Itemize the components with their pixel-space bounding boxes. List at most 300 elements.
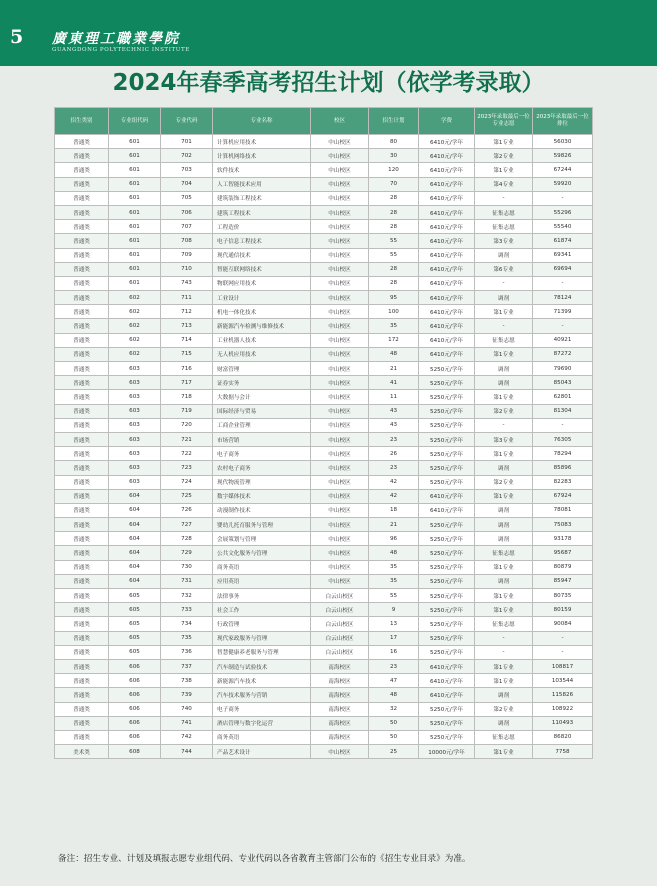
table-cell: 中山校区 [311,390,369,404]
table-cell: 740 [161,702,213,716]
table-cell: 120 [369,163,419,177]
table-cell: 中山校区 [311,560,369,574]
table-cell: 69341 [533,248,593,262]
table-row [55,191,593,205]
table-cell: 6410元/学年 [419,319,475,333]
table-cell: 6410元/学年 [419,248,475,262]
table-cell: 43 [369,418,419,432]
table-cell: 普通类 [55,532,109,546]
table-cell: 5250元/学年 [419,532,475,546]
table-cell: 中山校区 [311,503,369,517]
table-cell: 中山校区 [311,745,369,759]
table-cell: 35 [369,560,419,574]
table-cell: 第1专业 [475,560,533,574]
table-header [55,108,593,135]
table-cell: - [533,319,593,333]
table-row [55,347,593,361]
table-cell: 606 [109,674,161,688]
table-cell: 28 [369,276,419,290]
page-title: 2024年春季高考招生计划（依学考录取） [112,70,545,96]
table-cell: 25 [369,745,419,759]
table-cell: 中山校区 [311,135,369,149]
table-cell: 61874 [533,234,593,248]
table-cell: 731 [161,574,213,588]
table-cell: 705 [161,191,213,205]
table-cell: 普通类 [55,432,109,446]
table-cell: 软件技术 [213,163,311,177]
table-cell: 701 [161,135,213,149]
table-cell: 28 [369,220,419,234]
table-cell: 80879 [533,560,593,574]
table-cell: 13 [369,617,419,631]
table-row [55,432,593,446]
table-cell: 中山校区 [311,362,369,376]
table-cell: - [533,191,593,205]
table-cell: 调剂 [475,716,533,730]
table-cell: 604 [109,532,161,546]
table-cell: 机电一体化技术 [213,305,311,319]
table-cell: 电子商务 [213,447,311,461]
table-row [55,688,593,702]
table-cell: 6410元/学年 [419,135,475,149]
table-row [55,745,593,759]
table-row [55,418,593,432]
table-cell: 南海校区 [311,730,369,744]
table-cell: 11 [369,390,419,404]
table-cell: 601 [109,163,161,177]
table-row [55,574,593,588]
table-cell: 计算机网络技术 [213,149,311,163]
table-cell: 67244 [533,163,593,177]
table-row [55,603,593,617]
top-banner [0,0,657,66]
table-cell: 白云山校区 [311,631,369,645]
table-cell: 新能源汽车检测与维修技术 [213,319,311,333]
table-cell: 白云山校区 [311,603,369,617]
table-cell: 5250元/学年 [419,418,475,432]
table-cell: 6410元/学年 [419,674,475,688]
table-cell: 28 [369,191,419,205]
table-cell: 普通类 [55,319,109,333]
table-row [55,518,593,532]
table-row [55,702,593,716]
table-cell: 604 [109,489,161,503]
table-cell: 6410元/学年 [419,234,475,248]
table-cell: 普通类 [55,447,109,461]
table-cell: 普通类 [55,234,109,248]
table-cell: 5250元/学年 [419,362,475,376]
table-cell: 商务英语 [213,730,311,744]
table-cell: 普通类 [55,276,109,290]
table-row [55,674,593,688]
table-cell: 720 [161,418,213,432]
table-cell: 中山校区 [311,177,369,191]
table-cell: 普通类 [55,461,109,475]
table-cell: 中山校区 [311,432,369,446]
table-cell: 中山校区 [311,461,369,475]
table-cell: 工业设计 [213,291,311,305]
table-cell: 30 [369,149,419,163]
table-cell: 85896 [533,461,593,475]
table-cell: 608 [109,745,161,759]
table-cell: 55540 [533,220,593,234]
table-cell: 733 [161,603,213,617]
table-cell: 43 [369,404,419,418]
table-row [55,248,593,262]
table-cell: 103544 [533,674,593,688]
table-cell: 中山校区 [311,546,369,560]
table-row [55,659,593,673]
table-cell: 21 [369,518,419,532]
table-cell: 602 [109,305,161,319]
table-cell: 32 [369,702,419,716]
table-cell: 电子信息工程技术 [213,234,311,248]
table-cell: 715 [161,347,213,361]
table-cell: 普通类 [55,362,109,376]
table-cell: 6410元/学年 [419,291,475,305]
table-row [55,730,593,744]
table-cell: 115826 [533,688,593,702]
table-cell: 南海校区 [311,716,369,730]
table-cell: 应用英语 [213,574,311,588]
table-cell: 第3专业 [475,234,533,248]
table-cell: 96 [369,532,419,546]
table-cell: 110493 [533,716,593,730]
table-row [55,617,593,631]
table-cell: 78081 [533,503,593,517]
table-cell: 电子商务 [213,702,311,716]
table-cell: 6410元/学年 [419,489,475,503]
table-cell: 80159 [533,603,593,617]
table-cell: 计算机应用技术 [213,135,311,149]
table-cell: 中山校区 [311,276,369,290]
table-cell: 735 [161,631,213,645]
table-cell: 普通类 [55,418,109,432]
table-cell: 中山校区 [311,333,369,347]
table-cell: 婴幼儿托育服务与管理 [213,518,311,532]
table-cell: 征集志愿 [475,730,533,744]
table-cell: - [475,191,533,205]
table-cell: 706 [161,205,213,219]
table-cell: 41 [369,376,419,390]
table-cell: 732 [161,589,213,603]
table-cell: 708 [161,234,213,248]
table-cell: 5250元/学年 [419,730,475,744]
table-cell: 55 [369,234,419,248]
table-cell: 汽车技术服务与营销 [213,688,311,702]
table-cell: 736 [161,645,213,659]
table-cell: 601 [109,205,161,219]
table-cell: 23 [369,659,419,673]
table-row [55,532,593,546]
table-cell: 603 [109,432,161,446]
table-cell: 第1专业 [475,603,533,617]
table-cell: 中山校区 [311,305,369,319]
table-cell: 601 [109,220,161,234]
table-cell: 42 [369,489,419,503]
table-cell: - [533,276,593,290]
table-cell: 汽车制造与试验技术 [213,659,311,673]
table-cell: 普通类 [55,177,109,191]
table-row [55,234,593,248]
table-cell: 普通类 [55,589,109,603]
table-cell: 中山校区 [311,149,369,163]
table-cell: 78294 [533,447,593,461]
table-cell: 白云山校区 [311,645,369,659]
table-cell: 调剂 [475,574,533,588]
table-cell: 606 [109,688,161,702]
column-header: 专业名称 [213,108,311,135]
table-cell: 737 [161,659,213,673]
table-cell: 中山校区 [311,574,369,588]
table-cell: 5250元/学年 [419,645,475,659]
table-cell: 726 [161,503,213,517]
table-cell: 调剂 [475,518,533,532]
table-cell: 702 [161,149,213,163]
table-cell: 调剂 [475,461,533,475]
table-cell: 普通类 [55,305,109,319]
table-cell: 征集志愿 [475,546,533,560]
table-cell: 第1专业 [475,589,533,603]
table-cell: 第1专业 [475,305,533,319]
table-cell: 酒店管理与数字化运营 [213,716,311,730]
table-row [55,333,593,347]
table-cell: 81304 [533,404,593,418]
table-cell: 公共文化服务与管理 [213,546,311,560]
table-cell: 中山校区 [311,475,369,489]
table-cell: 中山校区 [311,248,369,262]
table-cell: - [475,276,533,290]
table-cell: 40921 [533,333,593,347]
table-cell: 白云山校区 [311,617,369,631]
table-cell: 603 [109,461,161,475]
table-cell: 55 [369,248,419,262]
table-cell: 中山校区 [311,205,369,219]
table-cell: 6410元/学年 [419,659,475,673]
table-cell: 普通类 [55,688,109,702]
table-cell: 国际经济与贸易 [213,404,311,418]
table-cell: 中山校区 [311,291,369,305]
table-cell: 普通类 [55,347,109,361]
table-cell: 普通类 [55,291,109,305]
column-header: 专业组代码 [109,108,161,135]
table-cell: 605 [109,645,161,659]
table-cell: 100 [369,305,419,319]
table-row [55,447,593,461]
table-cell: 70 [369,177,419,191]
table-cell: 709 [161,248,213,262]
table-cell: 721 [161,432,213,446]
table-cell: 18 [369,503,419,517]
table-cell: 6410元/学年 [419,205,475,219]
table-cell: 5250元/学年 [419,574,475,588]
table-cell: 67924 [533,489,593,503]
table-row [55,362,593,376]
table-cell: - [533,418,593,432]
table-cell: 普通类 [55,376,109,390]
table-cell: - [533,645,593,659]
table-cell: 5250元/学年 [419,716,475,730]
table-cell: 743 [161,276,213,290]
column-header: 学费 [419,108,475,135]
table-cell: 中山校区 [311,319,369,333]
table-cell: 601 [109,234,161,248]
table-cell: 征集志愿 [475,617,533,631]
table-cell: 76305 [533,432,593,446]
table-cell: 普通类 [55,659,109,673]
table-cell: 5250元/学年 [419,432,475,446]
table-row [55,262,593,276]
table-cell: - [475,319,533,333]
table-cell: 87272 [533,347,593,361]
table-cell: 601 [109,191,161,205]
table-cell: 50 [369,730,419,744]
column-header: 专业代码 [161,108,213,135]
table-cell: 调剂 [475,362,533,376]
table-cell: 5250元/学年 [419,518,475,532]
table-cell: 中山校区 [311,234,369,248]
table-cell: 产品艺术设计 [213,745,311,759]
table-cell: 中山校区 [311,347,369,361]
table-cell: 5250元/学年 [419,560,475,574]
table-cell: 728 [161,532,213,546]
table-cell: 调剂 [475,503,533,517]
table-cell: 711 [161,291,213,305]
column-header: 招生计划 [369,108,419,135]
table-cell: 707 [161,220,213,234]
table-cell: 南海校区 [311,674,369,688]
table-cell: 729 [161,546,213,560]
table-cell: 工商企业管理 [213,418,311,432]
table-cell: - [475,631,533,645]
table-row [55,305,593,319]
table-cell: 722 [161,447,213,461]
table-cell: 79690 [533,362,593,376]
table-cell: 征集志愿 [475,205,533,219]
table-cell: 23 [369,461,419,475]
table-cell: 86820 [533,730,593,744]
table-cell: 601 [109,177,161,191]
table-cell: 604 [109,546,161,560]
table-cell: 603 [109,418,161,432]
table-cell: 108817 [533,659,593,673]
table-cell: 6410元/学年 [419,333,475,347]
table-cell: 普通类 [55,489,109,503]
table-cell: 6410元/学年 [419,347,475,361]
school-name: 廣東理工職業學院 [52,31,180,47]
table-cell: 603 [109,475,161,489]
table-cell: 719 [161,404,213,418]
table-cell: 713 [161,319,213,333]
table-cell: 普通类 [55,617,109,631]
table-cell: 56030 [533,135,593,149]
table-cell: 调剂 [475,688,533,702]
table-cell: 95687 [533,546,593,560]
table-cell: 建筑工程技术 [213,205,311,219]
table-cell: 第2专业 [475,149,533,163]
table-cell: 717 [161,376,213,390]
table-cell: 48 [369,688,419,702]
table-cell: 703 [161,163,213,177]
table-cell: 第1专业 [475,447,533,461]
table-cell: 605 [109,589,161,603]
table-cell: 606 [109,659,161,673]
table-cell: 5250元/学年 [419,617,475,631]
table-row [55,546,593,560]
table-cell: 28 [369,205,419,219]
table-cell: 第2专业 [475,404,533,418]
table-cell: 普通类 [55,603,109,617]
table-cell: 中山校区 [311,376,369,390]
table-cell: 601 [109,276,161,290]
table-cell: 9 [369,603,419,617]
table-cell: 商务英语 [213,560,311,574]
table-row [55,163,593,177]
table-row [55,503,593,517]
table-cell: 725 [161,489,213,503]
table-cell: 中山校区 [311,518,369,532]
table-cell: 普通类 [55,631,109,645]
table-cell: 5250元/学年 [419,603,475,617]
table-cell: 742 [161,730,213,744]
table-cell: 26 [369,447,419,461]
table-cell: 中山校区 [311,220,369,234]
table-cell: 603 [109,404,161,418]
table-cell: 5250元/学年 [419,404,475,418]
table-cell: 601 [109,135,161,149]
table-cell: 普通类 [55,674,109,688]
table-cell: 证券实务 [213,376,311,390]
table-cell: 710 [161,262,213,276]
table-cell: 47 [369,674,419,688]
table-cell: 80735 [533,589,593,603]
column-header: 2023年录取最后一位排位 [533,108,593,135]
table-cell: 新能源汽车技术 [213,674,311,688]
table-cell: 605 [109,617,161,631]
table-cell: 普通类 [55,390,109,404]
table-row [55,390,593,404]
table-cell: 604 [109,560,161,574]
table-row [55,376,593,390]
table-cell: 602 [109,347,161,361]
table-cell: 第1专业 [475,489,533,503]
table-row [55,716,593,730]
table-cell: 第6专业 [475,262,533,276]
table-cell: 50 [369,716,419,730]
table-cell: 普通类 [55,716,109,730]
table-cell: 普通类 [55,518,109,532]
table-cell: 6410元/学年 [419,262,475,276]
table-cell: 739 [161,688,213,702]
table-cell: 602 [109,291,161,305]
school-name-english: GUANGDONG POLYTECHNIC INSTITUTE [52,47,190,53]
table-cell: 62801 [533,390,593,404]
table-cell: 智能互联网络技术 [213,262,311,276]
table-cell: 农村电子商务 [213,461,311,475]
table-cell: 南海校区 [311,702,369,716]
table-cell: 物联网应用技术 [213,276,311,290]
table-cell: - [475,418,533,432]
table-cell: 48 [369,347,419,361]
table-cell: 普通类 [55,262,109,276]
table-cell: 108922 [533,702,593,716]
table-cell: 601 [109,262,161,276]
table-row [55,631,593,645]
table-cell: 普通类 [55,248,109,262]
table-cell: 第4专业 [475,177,533,191]
column-header: 招生类别 [55,108,109,135]
table-cell: 普通类 [55,163,109,177]
